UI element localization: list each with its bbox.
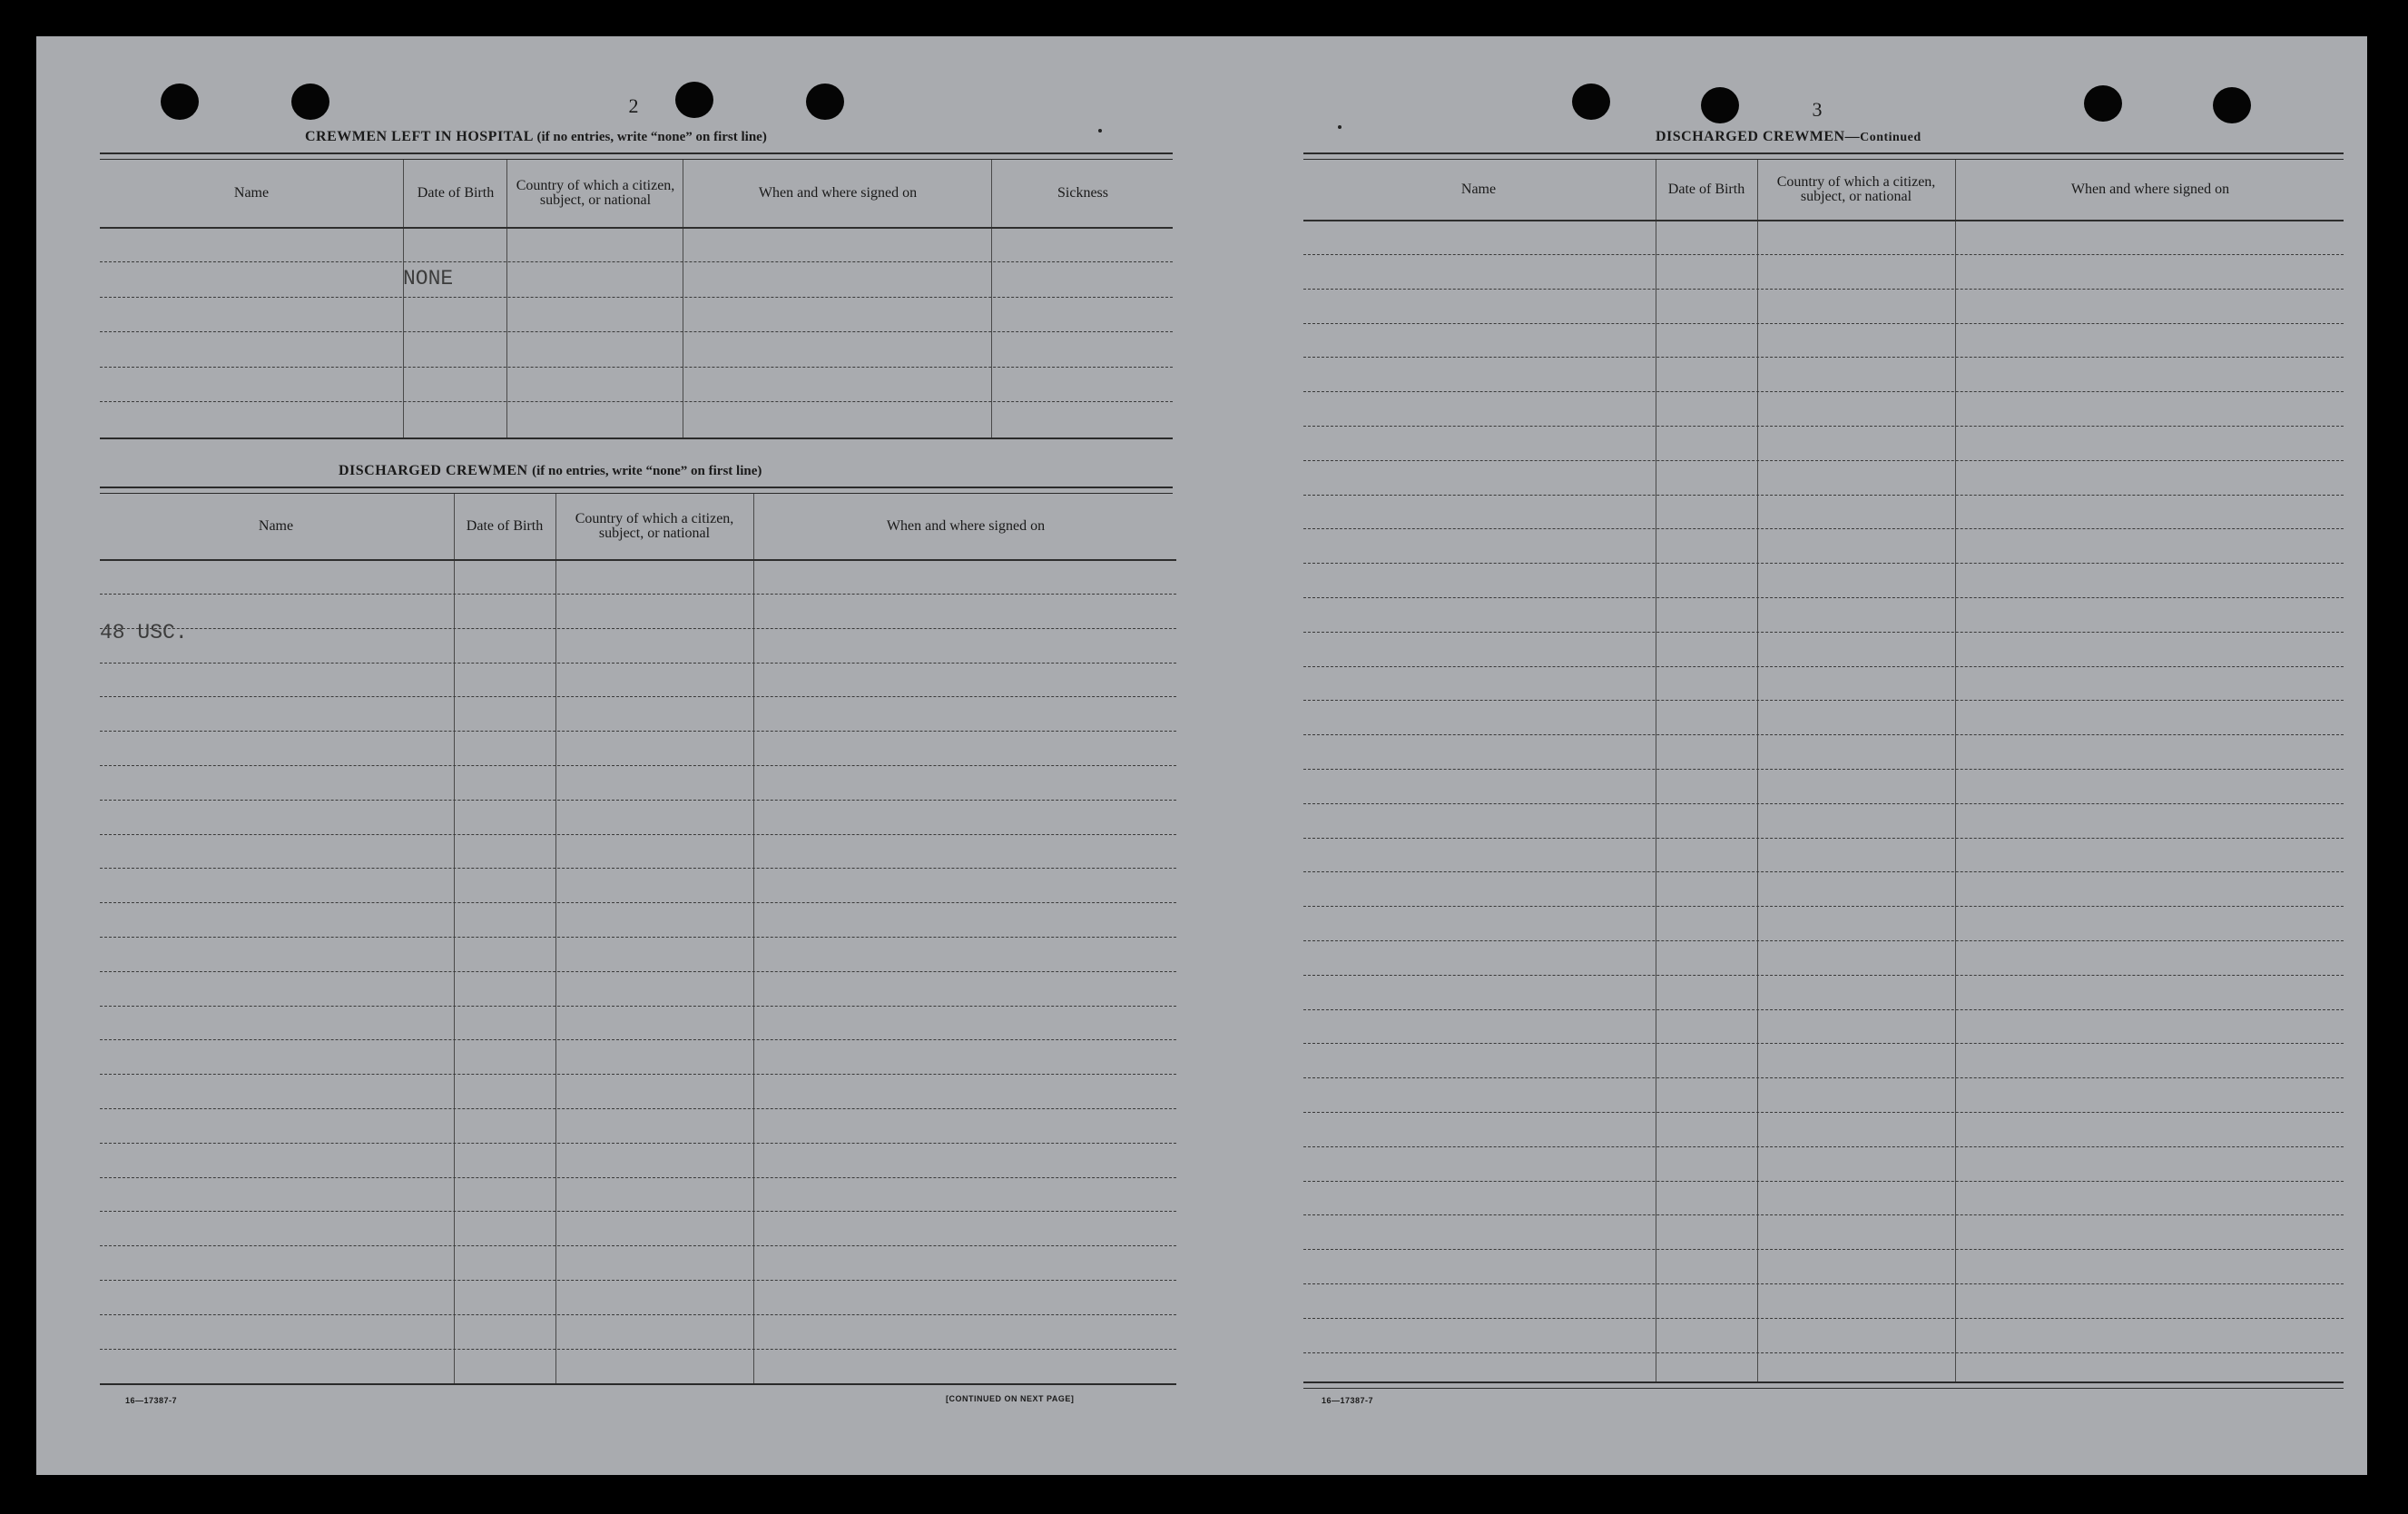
punch-hole <box>2213 87 2251 123</box>
hospital-top-rule <box>100 152 1173 160</box>
ruled-line <box>100 594 1176 595</box>
ruled-line <box>100 261 1173 262</box>
discharged-table <box>100 494 1176 1383</box>
discharged-continued-title <box>1656 129 1921 145</box>
speck <box>1338 125 1342 129</box>
right-top-rule <box>1303 152 2344 160</box>
speck <box>1098 129 1102 133</box>
right-page <box>1202 36 2367 1475</box>
punch-hole <box>2084 85 2122 122</box>
hospital-col-signed-on: When and where signed on <box>758 185 918 201</box>
hospital-title-text: CREWMEN LEFT IN HOSPITAL <box>305 129 534 144</box>
ruled-line <box>1303 495 2344 496</box>
ruled-line <box>100 1177 1176 1178</box>
discharged-title-text: DISCHARGED CREWMEN— <box>1656 129 1861 144</box>
ruled-line <box>100 834 1176 835</box>
ruled-line <box>100 1039 1176 1040</box>
ruled-line <box>1303 632 2344 633</box>
ruled-line <box>1303 1214 2344 1215</box>
right-col-name: Name <box>1460 182 1497 197</box>
ruled-line <box>1303 1112 2344 1113</box>
column-divider <box>991 160 992 437</box>
ruled-line <box>1303 871 2344 872</box>
discharged-col-name: Name <box>258 518 294 534</box>
ruled-line <box>1303 803 2344 804</box>
ruled-line <box>1303 1009 2344 1010</box>
column-divider <box>1955 160 1956 1381</box>
right-bottom-rule <box>1303 1381 2344 1389</box>
ruled-line <box>1303 1352 2344 1353</box>
ruled-line <box>1303 563 2344 564</box>
hospital-col-sickness: Sickness <box>1057 185 1108 201</box>
right-col-country: Country of which a citizen, subject, or national <box>1776 174 1936 204</box>
discharged-bottom-rule <box>100 1383 1176 1385</box>
ruled-line <box>100 331 1173 332</box>
ruled-line <box>100 1143 1176 1144</box>
punch-hole <box>806 84 844 120</box>
ruled-line <box>1303 597 2344 598</box>
ruled-line <box>100 800 1176 801</box>
page-number: 2 <box>628 94 639 117</box>
punch-hole <box>1701 87 1739 123</box>
discharged-typed-entry: 48 USC. <box>100 621 188 644</box>
ruled-line <box>1303 460 2344 461</box>
ruled-line <box>1303 254 2344 255</box>
header-rule <box>100 227 1173 229</box>
ruled-line <box>1303 1043 2344 1044</box>
ruled-line <box>1303 975 2344 976</box>
ruled-line <box>1303 1249 2344 1250</box>
discharged-col-signed-on: When and where signed on <box>886 518 1046 534</box>
discharged-col-dob: Date of Birth <box>466 518 544 534</box>
hospital-title-note: (if no entries, write “none” on first line) <box>536 130 767 144</box>
ruled-line <box>1303 1318 2344 1319</box>
ruled-line <box>100 1211 1176 1212</box>
ruled-line <box>100 1074 1176 1075</box>
punch-hole <box>291 84 329 120</box>
right-col-signed-on: When and where signed on <box>2070 182 2230 197</box>
hospital-table <box>100 160 1173 437</box>
header-rule <box>1303 220 2344 221</box>
ruled-line <box>100 937 1176 938</box>
header-rule <box>100 559 1176 561</box>
ruled-line <box>100 401 1173 402</box>
hospital-col-name: Name <box>233 185 270 201</box>
discharged-title-text: DISCHARGED CREWMEN <box>339 463 528 478</box>
ruled-line <box>100 765 1176 766</box>
ruled-line <box>100 1349 1176 1350</box>
punch-hole <box>1572 84 1610 120</box>
punch-hole <box>161 84 199 120</box>
hospital-typed-entry: NONE <box>403 267 454 290</box>
discharged-section-title <box>339 463 762 479</box>
ruled-line <box>100 868 1176 869</box>
discharged-title-note: (if no entries, write “none” on first line) <box>532 464 762 478</box>
column-divider <box>1757 160 1758 1381</box>
ruled-line <box>100 1280 1176 1281</box>
ruled-line <box>1303 323 2344 324</box>
ruled-line <box>1303 700 2344 701</box>
ruled-line <box>1303 838 2344 839</box>
ruled-line <box>1303 734 2344 735</box>
ruled-line <box>1303 528 2344 529</box>
ruled-line <box>100 902 1176 903</box>
left-page <box>36 36 1202 1475</box>
hospital-section-title <box>305 129 767 145</box>
ruled-line <box>100 663 1176 664</box>
ruled-line <box>1303 1181 2344 1182</box>
ruled-line <box>1303 289 2344 290</box>
ruled-line <box>1303 769 2344 770</box>
right-col-dob: Date of Birth <box>1667 182 1745 197</box>
ruled-line <box>1303 906 2344 907</box>
ruled-line <box>1303 1146 2344 1147</box>
hospital-col-country: Country of which a citizen, subject, or national <box>516 178 675 208</box>
form-number: 16—17387-7 <box>125 1396 178 1405</box>
manifest-sheet <box>36 36 2367 1475</box>
ruled-line <box>1303 1077 2344 1078</box>
ruled-line <box>100 1006 1176 1007</box>
ruled-line <box>1303 1283 2344 1284</box>
ruled-line <box>100 628 1176 629</box>
ruled-line <box>1303 666 2344 667</box>
discharged-continued-table <box>1303 160 2344 1381</box>
hospital-bottom-rule <box>100 437 1173 439</box>
ruled-line <box>1303 940 2344 941</box>
discharged-col-country: Country of which a citizen, subject, or national <box>575 511 734 541</box>
ruled-line <box>100 971 1176 972</box>
ruled-line <box>100 367 1173 368</box>
punch-hole <box>675 82 713 118</box>
ruled-line <box>1303 391 2344 392</box>
ruled-line <box>1303 357 2344 358</box>
page-number: 3 <box>1812 98 1823 121</box>
ruled-line <box>100 696 1176 697</box>
ruled-line <box>100 1108 1176 1109</box>
form-number: 16—17387-7 <box>1322 1396 1374 1405</box>
discharged-top-rule <box>100 487 1173 494</box>
hospital-col-dob: Date of Birth <box>417 185 495 201</box>
column-divider <box>506 160 507 437</box>
ruled-line <box>1303 426 2344 427</box>
ruled-line <box>100 1314 1176 1315</box>
ruled-line <box>100 731 1176 732</box>
ruled-line <box>100 297 1173 298</box>
continued-label: Continued <box>1860 131 1921 144</box>
column-divider <box>403 160 404 437</box>
ruled-line <box>100 1245 1176 1246</box>
continued-note: [CONTINUED ON NEXT PAGE] <box>946 1394 1075 1403</box>
